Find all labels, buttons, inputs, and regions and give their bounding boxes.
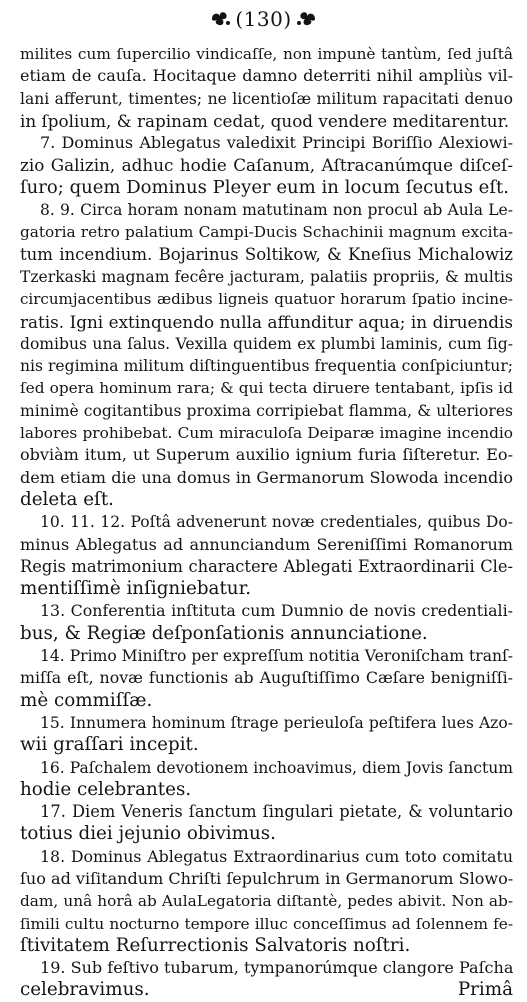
text-line: 14. Primo Miniſtro per expreſſum notitia Veroniſcham tranſ- [40, 647, 513, 666]
text-line: hodie celebrantes. [20, 778, 192, 800]
text-line: domibus una ſalus. Vexilla quidem ex plumbi laminis, cum ſig- [20, 334, 513, 353]
text-line: labores prohibebat. Cum miraculoſa Deiparæ imagine incendio [20, 424, 513, 443]
page-header [0, 4, 527, 34]
text-line: 19. Sub feſtivo tubarum, tympanorúmque clangore Paſcha [40, 958, 514, 978]
text-line: gatoria retro palatium Campi-Ducis Schachinii magnum excita- [20, 223, 513, 242]
text-line: 15. Innumera hominum ſtrage perieuloſa peſtifera lues Azo- [40, 713, 513, 732]
text-line: 16. Paſchalem devotionem inchoavimus, diem Jovis ſanctum [40, 758, 513, 777]
text-line: 13. Conferentia inſtituta cum Dumnio de novis credentiali- [40, 601, 513, 621]
text-line: ratis. Igni extinquendo nulla affunditur aqua; in diruendis [20, 311, 513, 332]
text-line: minus Ablegatus ad annunciandum Sereniſſimi Romanorum [20, 534, 513, 554]
text-line: nis regimina militum diſtinguentibus frequentia conſpiciuntur; [20, 357, 513, 376]
text-line: Regis matrimonium charactere Ablegati Extraordinarii Cle- [20, 556, 513, 576]
text-line: miſſa eſt, novæ functionis ab Auguſtiſſimo Cæſare benigniſſi- [20, 668, 513, 688]
text-line: mè commiſſæ. [20, 689, 153, 711]
text-line: etiam de cauſa. Hocitaque damno deterriti nihil ampliùs vil- [20, 66, 513, 86]
text-line: ſtivitatem Reſurrectionis Salvatoris noſtri. [20, 934, 411, 956]
text-line: wii graſſari incepit. [20, 734, 199, 756]
page-number: (130) [235, 7, 292, 31]
text-line: dem etiam die una domus in Germanorum Slowoda incendio [20, 467, 513, 487]
text-line: 8. 9. Circa horam nonam matutinam non procul ab Aula Le- [40, 201, 513, 220]
fleuron-ornament-right-icon [296, 8, 318, 30]
text-line: milites cum ſupercilio vindicaſſe, non impunè tantùm, ſed juſtâ [20, 45, 513, 63]
text-line: 18. Dominus Ablegatus Extraordinarius cum toto comitatu [40, 846, 513, 866]
text-line: ſed opera hominum rara; & qui tecta diruere tentabant, ipſis id [20, 379, 513, 398]
text-line: mentiſſimè inſigniebatur. [20, 578, 252, 600]
text-line: in ſpolium, & rapinam cedat, quod vendere meditarentur. [20, 110, 510, 131]
text-line: 7. Dominus Ablegatus valedixit Principi Boriſſio Alexiowi- [40, 133, 513, 153]
text-line: minimè cogitantibus proxima corripiebat flamma, & ulteriores [20, 401, 513, 420]
text-line: circumjacentibus ædibus ligneis quatuor horarum ſpatio incine- [20, 290, 513, 309]
text-line: ſuo ad viſitandum Chriſti ſepulchrum in Germanorum Slowo- [20, 868, 514, 888]
text-line: dam, unâ horâ ab AulaLegatoria diſtantè, pedes abivit. Non ab- [20, 892, 513, 911]
text-line: zio Galizin, adhuc hodie Caſanum, Aſtracanúmque diſceſ- [20, 155, 513, 176]
final-line-text: celebravimus. [20, 979, 150, 1001]
text-line: ſimili cultu nocturno tempore illuc conceſſimus ad ſolennem fe- [20, 914, 513, 933]
text-line: obviàm itum, ut Superum auxilio ignium furia ſiſteretur. Eo- [20, 445, 513, 465]
text-line: deleta eſt. [20, 488, 114, 510]
final-line-row [20, 979, 513, 1001]
text-line: totius diei jejunio obivimus. [20, 823, 276, 845]
text-line: 17. Diem Veneris ſanctum ſingulari pietate, & voluntario [40, 802, 513, 822]
text-line: 10. 11. 12. Poſtâ advenerunt novæ credentiales, quibus Do- [40, 513, 513, 532]
fleuron-ornament-left-icon [209, 8, 231, 30]
text-line: bus, & Regiæ deſponſationis annunciatione. [20, 622, 428, 644]
text-line: tum incendium. Bojarinus Soltikow, & Kneſius Michalowiz [20, 244, 513, 264]
text-line: lani afferunt, timentes; ne licentioſæ militum rapacitati denuo [20, 89, 513, 108]
text-line: Tzerkaski magnam fecêre jacturam, palatiis propriis, & multis [20, 267, 513, 286]
text-line: ſuro; quem Dominus Pleyer eum in locum ſecutus eſt. [20, 176, 510, 198]
catchword: Primâ [457, 979, 513, 1001]
body-text [20, 43, 513, 1002]
